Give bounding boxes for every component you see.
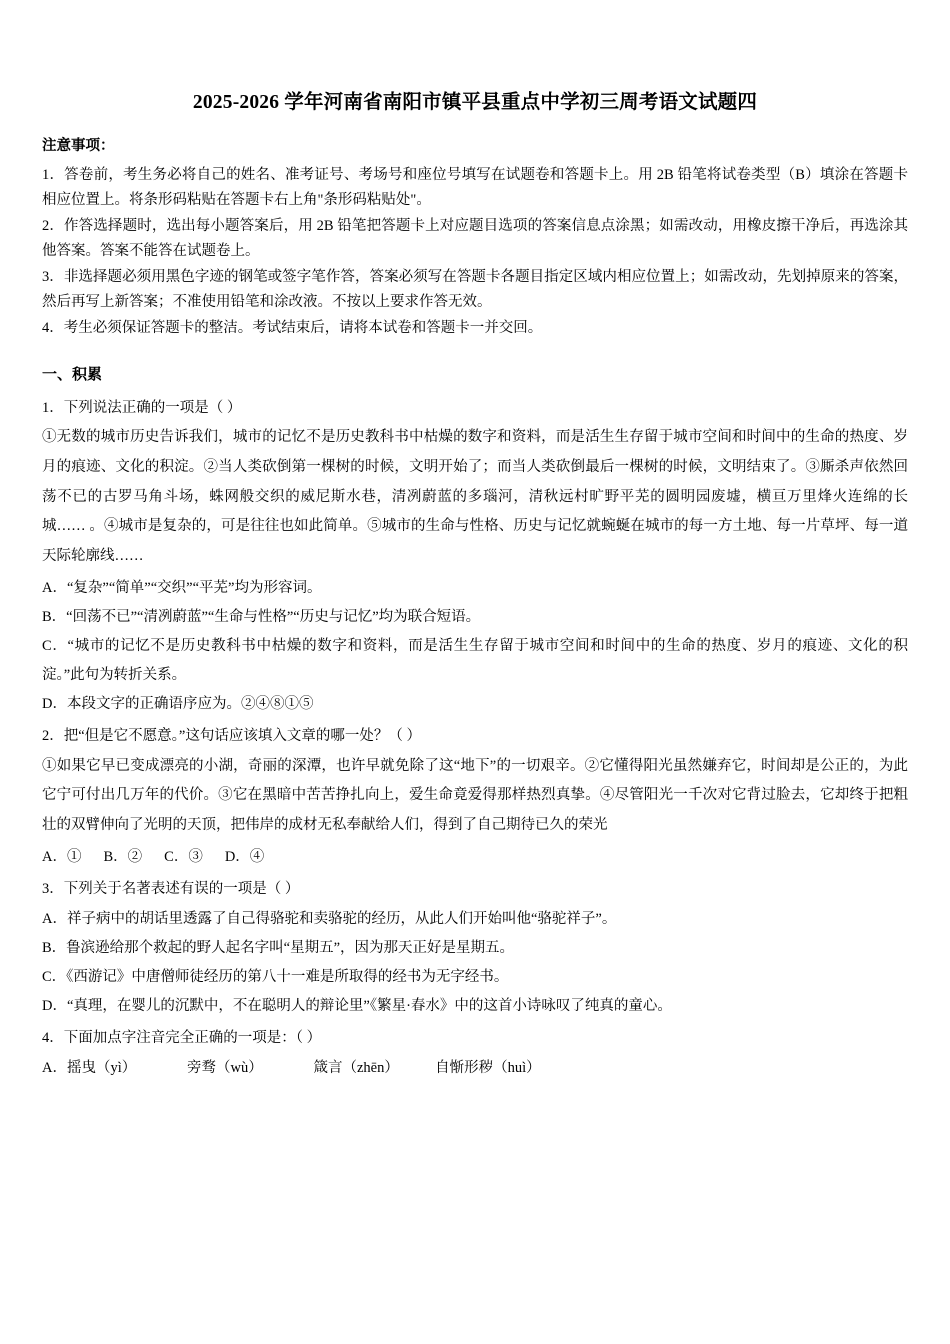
notice-item-3: 3．非选择题必须用黑色字迹的钢笔或签字笔作答，答案必须写在答题卡各题目指定区域内相应位置上；如需改动，先划掉原来的答案，然后再写上新答案；不准使用铅笔和涂改液。不按以上要求作答无效。 [42,269,908,311]
notice-item-1: 1．答卷前，考生务必将自己的姓名、准考证号、考场号和座位号填写在试题卷和答题卡上。用 2B 铅笔将试卷类型（B）填涂在答题卡相应位置上。将条形码粘贴在答题卡右上角"条形码粘贴处"。 [42,167,908,209]
question-2-passage: ①如果它早已变成漂亮的小湖，奇丽的深潭，也许早就免除了这“地下”的一切艰辛。②它懂得阳光虽然嫌弃它，时间却是公正的，为此它宁可付出几万年的代价。③它在黑暗中苦苦挣扎向上，爱生命竟爱得那样热烈真挚。④尽管阳光一千次对它背过脸去，它却终于把粗壮的双臂伸向了光明的天顶，把伟岸的成材无私奉献给人们，得到了自己期待已久的荣光 [42,757,908,834]
question-2-option-d[interactable]: D．④ [224,848,265,865]
question-3-option-c[interactable]: C．《西游记》中唐僧师徒经历的第八十一难是所取得的经书为无字经书。 [42,968,509,985]
question-2-option-a[interactable]: A．① [42,848,82,865]
question-1-passage: ①无数的城市历史告诉我们，城市的记忆不是历史教科书中枯燥的数字和资料，而是活生生存留于城市空间和时间中的生命的热度、岁月的痕迹、文化的积淀。②当人类砍倒第一棵树的时候，文明开始了；而当人类砍倒最后一棵树的时候，文明结束了。③厮杀声依然回荡不已的古罗马角斗场，蛛网般交织的威尼斯水巷，清冽蔚蓝的多瑙河，清秋远村旷野平芜的圆明园废墟，横亘万里烽火连绵的长城…… 。④城市是复杂的，可是往往也如此简单。⑤城市的生命与性格、历史与记忆就蜿蜒在城市的每一方土地、每一片草坪、每一道天际轮廓线…… [42,429,908,565]
question-1-option-b[interactable]: B．“回荡不已”“清冽蔚蓝”“生命与性格”“历史与记忆”均为联合短语。 [42,608,481,625]
question-2-option-c[interactable]: C．③ [164,848,203,865]
question-3-option-a[interactable]: A．祥子病中的胡话里透露了自己得骆驼和卖骆驼的经历，从此人们开始叫他“骆驼祥子”。 [42,910,617,927]
question-1-stem: 1．下列说法正确的一项是（ ） [42,399,242,416]
question-2-options[interactable] [42,843,908,872]
question-3-option-d[interactable]: D．“真理，在婴儿的沉默中，不在聪明人的辩论里”《繁星·春水》中的这首小诗咏叹了纯真的童心。 [42,997,672,1014]
notice-item-2: 2．作答选择题时，选出每小题答案后，用 2B 铅笔把答题卡上对应题目选项的答案信息点涂黑；如需改动，用橡皮擦干净后，再选涂其他答案。答案不能答在试题卷上。 [42,218,908,260]
question-3-option-b[interactable]: B．鲁滨逊给那个救起的野人起名字叫“星期五”，因为那天正好是星期五。 [42,939,515,956]
section-heading: 一、积累 [42,367,103,383]
question-3-stem: 3．下列关于名著表述有误的一项是（ ） [42,880,300,897]
question-2-option-b[interactable]: B．② [103,848,143,865]
question-1-option-c[interactable]: C．“城市的记忆不是历史教科书中枯燥的数字和资料，而是活生生存留于城市空间和时间中的生命的热度、岁月的痕迹、文化的积淀。”此句为转折关系。 [42,637,908,683]
notice-heading: 注意事项： [42,138,115,155]
question-4-option-a[interactable]: A．摇曳（yì） 旁骛（wù） 箴言（zhēn） 自惭形秽（huì） [42,1059,541,1076]
question-1-option-d[interactable]: D．本段文字的正确语序应为。②④⑧①⑤ [42,695,314,712]
notice-item-4: 4．考生必须保证答题卡的整洁。考试结束后，请将本试卷和答题卡一并交回。 [42,320,543,337]
question-2-stem: 2．把“但是它不愿意。”这句话应该填入文章的哪一处？（ ） [42,727,421,744]
question-1-option-a[interactable]: A．“复杂”“简单”“交织”“平芜”均为形容词。 [42,579,322,596]
question-4-stem: 4．下面加点字注音完全正确的一项是：（ ） [42,1029,322,1046]
page-title: 2025-2026 学年河南省南阳市镇平县重点中学初三周考语文试题四 [192,92,758,113]
